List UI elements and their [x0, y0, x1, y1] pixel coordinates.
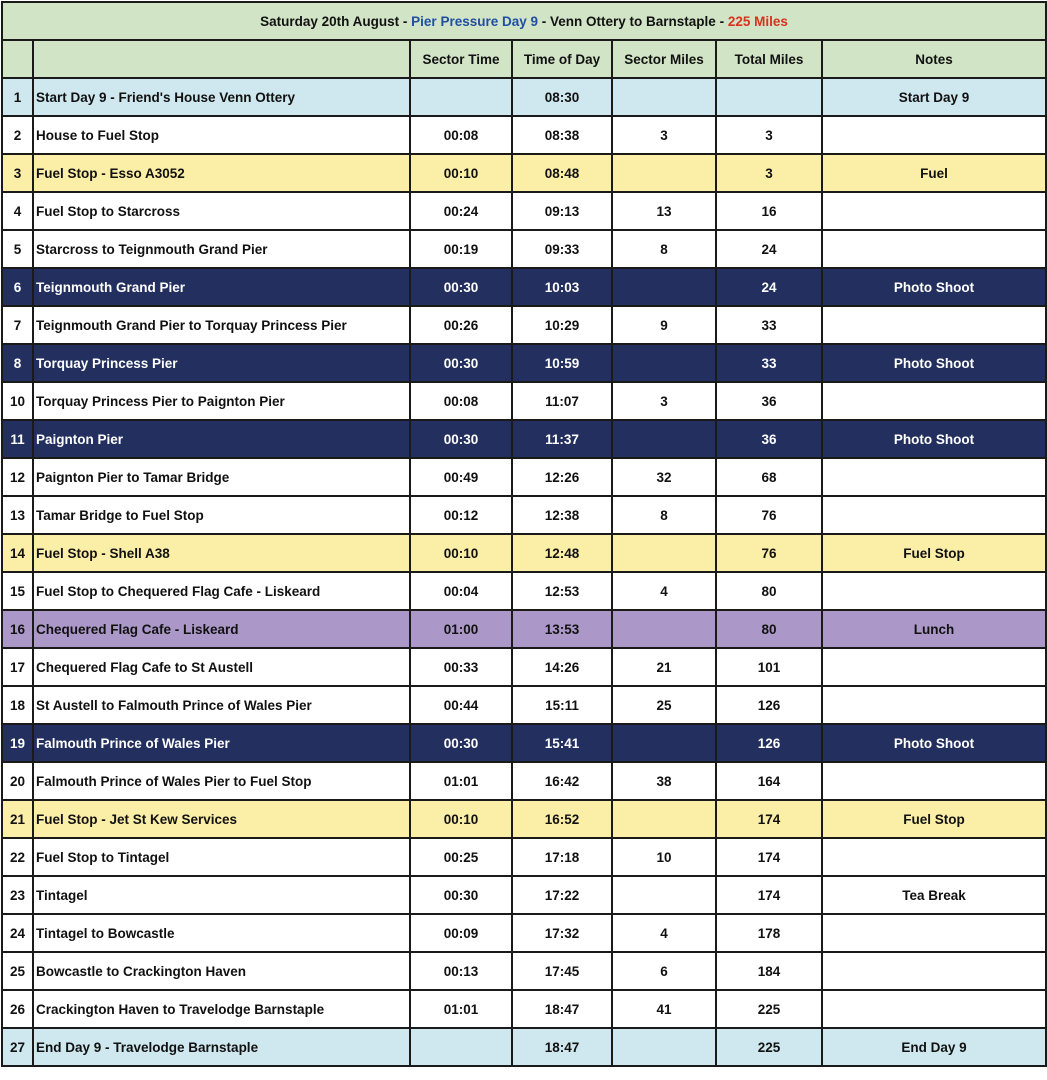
row-time-of-day: 18:47 [512, 1028, 612, 1066]
table-row [2, 230, 1046, 268]
table-row [2, 192, 1046, 230]
row-sector-miles: 25 [612, 686, 716, 724]
row-notes [822, 496, 1046, 534]
title-event: Pier Pressure Day 9 [411, 13, 539, 29]
row-number: 25 [2, 952, 33, 990]
route-schedule-table [1, 1, 1047, 1067]
row-time-of-day: 08:38 [512, 116, 612, 154]
table-row [2, 154, 1046, 192]
row-total-miles: 36 [716, 382, 822, 420]
row-sector-miles: 4 [612, 914, 716, 952]
row-sector-time: 00:33 [410, 648, 512, 686]
row-number: 12 [2, 458, 33, 496]
row-sector-time: 00:25 [410, 838, 512, 876]
row-time-of-day: 09:33 [512, 230, 612, 268]
row-total-miles: 184 [716, 952, 822, 990]
row-notes: Photo Shoot [822, 420, 1046, 458]
row-sector-time: 00:19 [410, 230, 512, 268]
table-row [2, 648, 1046, 686]
title-row [2, 2, 1046, 40]
row-notes: Lunch [822, 610, 1046, 648]
row-notes: Photo Shoot [822, 724, 1046, 762]
table-row [2, 952, 1046, 990]
row-description: Paignton Pier [33, 420, 410, 458]
row-number: 4 [2, 192, 33, 230]
row-description: Chequered Flag Cafe - Liskeard [33, 610, 410, 648]
row-description: Chequered Flag Cafe to St Austell [33, 648, 410, 686]
row-sector-miles [612, 78, 716, 116]
table-row [2, 990, 1046, 1028]
title-cell [2, 2, 1046, 40]
row-sector-miles [612, 1028, 716, 1066]
row-notes [822, 914, 1046, 952]
row-number: 18 [2, 686, 33, 724]
row-sector-miles: 10 [612, 838, 716, 876]
table-row [2, 344, 1046, 382]
row-number: 21 [2, 800, 33, 838]
row-sector-time: 00:08 [410, 382, 512, 420]
header-description [33, 40, 410, 78]
row-sector-time: 00:44 [410, 686, 512, 724]
row-sector-time: 00:08 [410, 116, 512, 154]
row-number: 26 [2, 990, 33, 1028]
row-number: 15 [2, 572, 33, 610]
row-sector-miles [612, 610, 716, 648]
title-route: Venn Ottery to Barnstaple [550, 13, 716, 29]
row-number: 27 [2, 1028, 33, 1066]
table-row [2, 838, 1046, 876]
row-notes [822, 952, 1046, 990]
row-sector-time: 00:24 [410, 192, 512, 230]
row-sector-miles [612, 534, 716, 572]
row-description: House to Fuel Stop [33, 116, 410, 154]
row-time-of-day: 08:48 [512, 154, 612, 192]
row-description: Torquay Princess Pier [33, 344, 410, 382]
row-notes [822, 116, 1046, 154]
table-row [2, 458, 1046, 496]
row-total-miles: 24 [716, 230, 822, 268]
row-sector-time: 00:49 [410, 458, 512, 496]
row-number: 11 [2, 420, 33, 458]
table-row [2, 420, 1046, 458]
row-notes: Fuel [822, 154, 1046, 192]
row-notes: Tea Break [822, 876, 1046, 914]
row-description: Starcross to Teignmouth Grand Pier [33, 230, 410, 268]
row-total-miles: 126 [716, 724, 822, 762]
row-description: Tintagel [33, 876, 410, 914]
row-description: Bowcastle to Crackington Haven [33, 952, 410, 990]
row-sector-time: 00:30 [410, 876, 512, 914]
row-notes: Photo Shoot [822, 268, 1046, 306]
row-sector-time: 01:01 [410, 990, 512, 1028]
row-sector-time: 00:10 [410, 154, 512, 192]
row-sector-miles: 21 [612, 648, 716, 686]
row-sector-time: 00:09 [410, 914, 512, 952]
row-description: Tintagel to Bowcastle [33, 914, 410, 952]
row-sector-time: 00:30 [410, 268, 512, 306]
row-sector-time [410, 1028, 512, 1066]
row-total-miles: 3 [716, 154, 822, 192]
row-description: Crackington Haven to Travelodge Barnstaple [33, 990, 410, 1028]
row-notes: Photo Shoot [822, 344, 1046, 382]
row-total-miles: 174 [716, 800, 822, 838]
row-notes [822, 990, 1046, 1028]
row-sector-miles: 8 [612, 230, 716, 268]
row-notes [822, 686, 1046, 724]
row-number: 10 [2, 382, 33, 420]
row-total-miles: 126 [716, 686, 822, 724]
row-sector-time: 00:30 [410, 344, 512, 382]
row-number: 6 [2, 268, 33, 306]
header-num [2, 40, 33, 78]
row-description: Falmouth Prince of Wales Pier [33, 724, 410, 762]
table-row [2, 610, 1046, 648]
row-sector-time [410, 78, 512, 116]
row-time-of-day: 08:30 [512, 78, 612, 116]
row-description: Falmouth Prince of Wales Pier to Fuel Stop [33, 762, 410, 800]
row-total-miles: 33 [716, 344, 822, 382]
row-time-of-day: 15:41 [512, 724, 612, 762]
row-time-of-day: 12:48 [512, 534, 612, 572]
row-notes [822, 230, 1046, 268]
row-description: Start Day 9 - Friend's House Venn Ottery [33, 78, 410, 116]
row-time-of-day: 17:45 [512, 952, 612, 990]
row-time-of-day: 17:22 [512, 876, 612, 914]
row-sector-miles: 13 [612, 192, 716, 230]
row-notes [822, 458, 1046, 496]
table-row [2, 762, 1046, 800]
row-notes [822, 648, 1046, 686]
row-sector-miles [612, 154, 716, 192]
row-description: End Day 9 - Travelodge Barnstaple [33, 1028, 410, 1066]
title-separator: - [538, 13, 551, 29]
row-total-miles: 16 [716, 192, 822, 230]
row-total-miles: 225 [716, 990, 822, 1028]
row-time-of-day: 16:52 [512, 800, 612, 838]
title-date: Saturday 20th August [260, 13, 400, 29]
row-sector-time: 00:30 [410, 724, 512, 762]
row-time-of-day: 15:11 [512, 686, 612, 724]
row-sector-miles: 3 [612, 116, 716, 154]
row-sector-miles [612, 876, 716, 914]
row-total-miles: 174 [716, 876, 822, 914]
table-row [2, 686, 1046, 724]
row-sector-time: 00:26 [410, 306, 512, 344]
row-total-miles: 174 [716, 838, 822, 876]
table-row [2, 800, 1046, 838]
row-number: 2 [2, 116, 33, 154]
table-row [2, 572, 1046, 610]
row-notes [822, 838, 1046, 876]
table-row [2, 876, 1046, 914]
row-sector-time: 00:13 [410, 952, 512, 990]
row-sector-time: 01:01 [410, 762, 512, 800]
title-separator: - [715, 13, 728, 29]
row-sector-time: 00:04 [410, 572, 512, 610]
table-row [2, 306, 1046, 344]
table-row [2, 534, 1046, 572]
row-time-of-day: 11:37 [512, 420, 612, 458]
row-notes: End Day 9 [822, 1028, 1046, 1066]
row-time-of-day: 16:42 [512, 762, 612, 800]
row-time-of-day: 12:38 [512, 496, 612, 534]
row-number: 1 [2, 78, 33, 116]
row-description: St Austell to Falmouth Prince of Wales Pier [33, 686, 410, 724]
row-notes [822, 572, 1046, 610]
row-time-of-day: 14:26 [512, 648, 612, 686]
row-number: 3 [2, 154, 33, 192]
row-description: Fuel Stop - Shell A38 [33, 534, 410, 572]
row-time-of-day: 10:03 [512, 268, 612, 306]
table-row [2, 496, 1046, 534]
row-description: Teignmouth Grand Pier [33, 268, 410, 306]
table-row [2, 268, 1046, 306]
row-total-miles [716, 78, 822, 116]
row-time-of-day: 18:47 [512, 990, 612, 1028]
row-number: 7 [2, 306, 33, 344]
row-time-of-day: 17:18 [512, 838, 612, 876]
row-sector-miles [612, 344, 716, 382]
row-time-of-day: 17:32 [512, 914, 612, 952]
row-total-miles: 80 [716, 610, 822, 648]
row-notes: Fuel Stop [822, 800, 1046, 838]
header-notes: Notes [822, 40, 1046, 78]
row-number: 14 [2, 534, 33, 572]
row-description: Tamar Bridge to Fuel Stop [33, 496, 410, 534]
row-notes [822, 192, 1046, 230]
row-description: Teignmouth Grand Pier to Torquay Princess Pier [33, 306, 410, 344]
row-number: 8 [2, 344, 33, 382]
row-description: Fuel Stop to Chequered Flag Cafe - Liskeard [33, 572, 410, 610]
row-time-of-day: 12:26 [512, 458, 612, 496]
row-description: Fuel Stop to Tintagel [33, 838, 410, 876]
row-total-miles: 76 [716, 534, 822, 572]
row-sector-miles: 41 [612, 990, 716, 1028]
row-description: Fuel Stop - Jet St Kew Services [33, 800, 410, 838]
row-time-of-day: 10:29 [512, 306, 612, 344]
row-time-of-day: 13:53 [512, 610, 612, 648]
row-time-of-day: 10:59 [512, 344, 612, 382]
row-number: 22 [2, 838, 33, 876]
header-sector-miles: Sector Miles [612, 40, 716, 78]
row-number: 17 [2, 648, 33, 686]
row-total-miles: 36 [716, 420, 822, 458]
header-total-miles: Total Miles [716, 40, 822, 78]
row-number: 13 [2, 496, 33, 534]
row-number: 20 [2, 762, 33, 800]
row-sector-miles: 6 [612, 952, 716, 990]
row-number: 5 [2, 230, 33, 268]
title-separator: - [399, 13, 412, 29]
row-sector-time: 00:10 [410, 800, 512, 838]
row-total-miles: 33 [716, 306, 822, 344]
row-total-miles: 76 [716, 496, 822, 534]
row-total-miles: 225 [716, 1028, 822, 1066]
row-notes [822, 762, 1046, 800]
row-number: 16 [2, 610, 33, 648]
row-total-miles: 68 [716, 458, 822, 496]
header-row [2, 40, 1046, 78]
row-sector-miles: 8 [612, 496, 716, 534]
row-sector-miles [612, 724, 716, 762]
row-total-miles: 3 [716, 116, 822, 154]
row-description: Paignton Pier to Tamar Bridge [33, 458, 410, 496]
row-total-miles: 80 [716, 572, 822, 610]
header-sector-time: Sector Time [410, 40, 512, 78]
title-distance: 225 Miles [727, 13, 788, 29]
table-row [2, 914, 1046, 952]
row-description: Torquay Princess Pier to Paignton Pier [33, 382, 410, 420]
row-sector-miles: 38 [612, 762, 716, 800]
row-sector-miles: 4 [612, 572, 716, 610]
row-time-of-day: 11:07 [512, 382, 612, 420]
row-sector-time: 00:12 [410, 496, 512, 534]
table-row [2, 1028, 1046, 1066]
row-time-of-day: 09:13 [512, 192, 612, 230]
row-notes [822, 306, 1046, 344]
row-total-miles: 178 [716, 914, 822, 952]
row-sector-time: 00:30 [410, 420, 512, 458]
row-total-miles: 164 [716, 762, 822, 800]
row-sector-miles [612, 420, 716, 458]
table-row [2, 78, 1046, 116]
row-total-miles: 101 [716, 648, 822, 686]
row-sector-miles: 3 [612, 382, 716, 420]
row-sector-miles [612, 268, 716, 306]
row-sector-miles: 32 [612, 458, 716, 496]
row-sector-time: 00:10 [410, 534, 512, 572]
table-row [2, 116, 1046, 154]
row-total-miles: 24 [716, 268, 822, 306]
row-number: 19 [2, 724, 33, 762]
row-sector-miles: 9 [612, 306, 716, 344]
table-row [2, 724, 1046, 762]
row-sector-miles [612, 800, 716, 838]
row-description: Fuel Stop to Starcross [33, 192, 410, 230]
header-time-of-day: Time of Day [512, 40, 612, 78]
row-notes: Fuel Stop [822, 534, 1046, 572]
row-notes [822, 382, 1046, 420]
row-notes: Start Day 9 [822, 78, 1046, 116]
row-description: Fuel Stop - Esso A3052 [33, 154, 410, 192]
row-time-of-day: 12:53 [512, 572, 612, 610]
table-row [2, 382, 1046, 420]
row-number: 24 [2, 914, 33, 952]
row-sector-time: 01:00 [410, 610, 512, 648]
row-number: 23 [2, 876, 33, 914]
